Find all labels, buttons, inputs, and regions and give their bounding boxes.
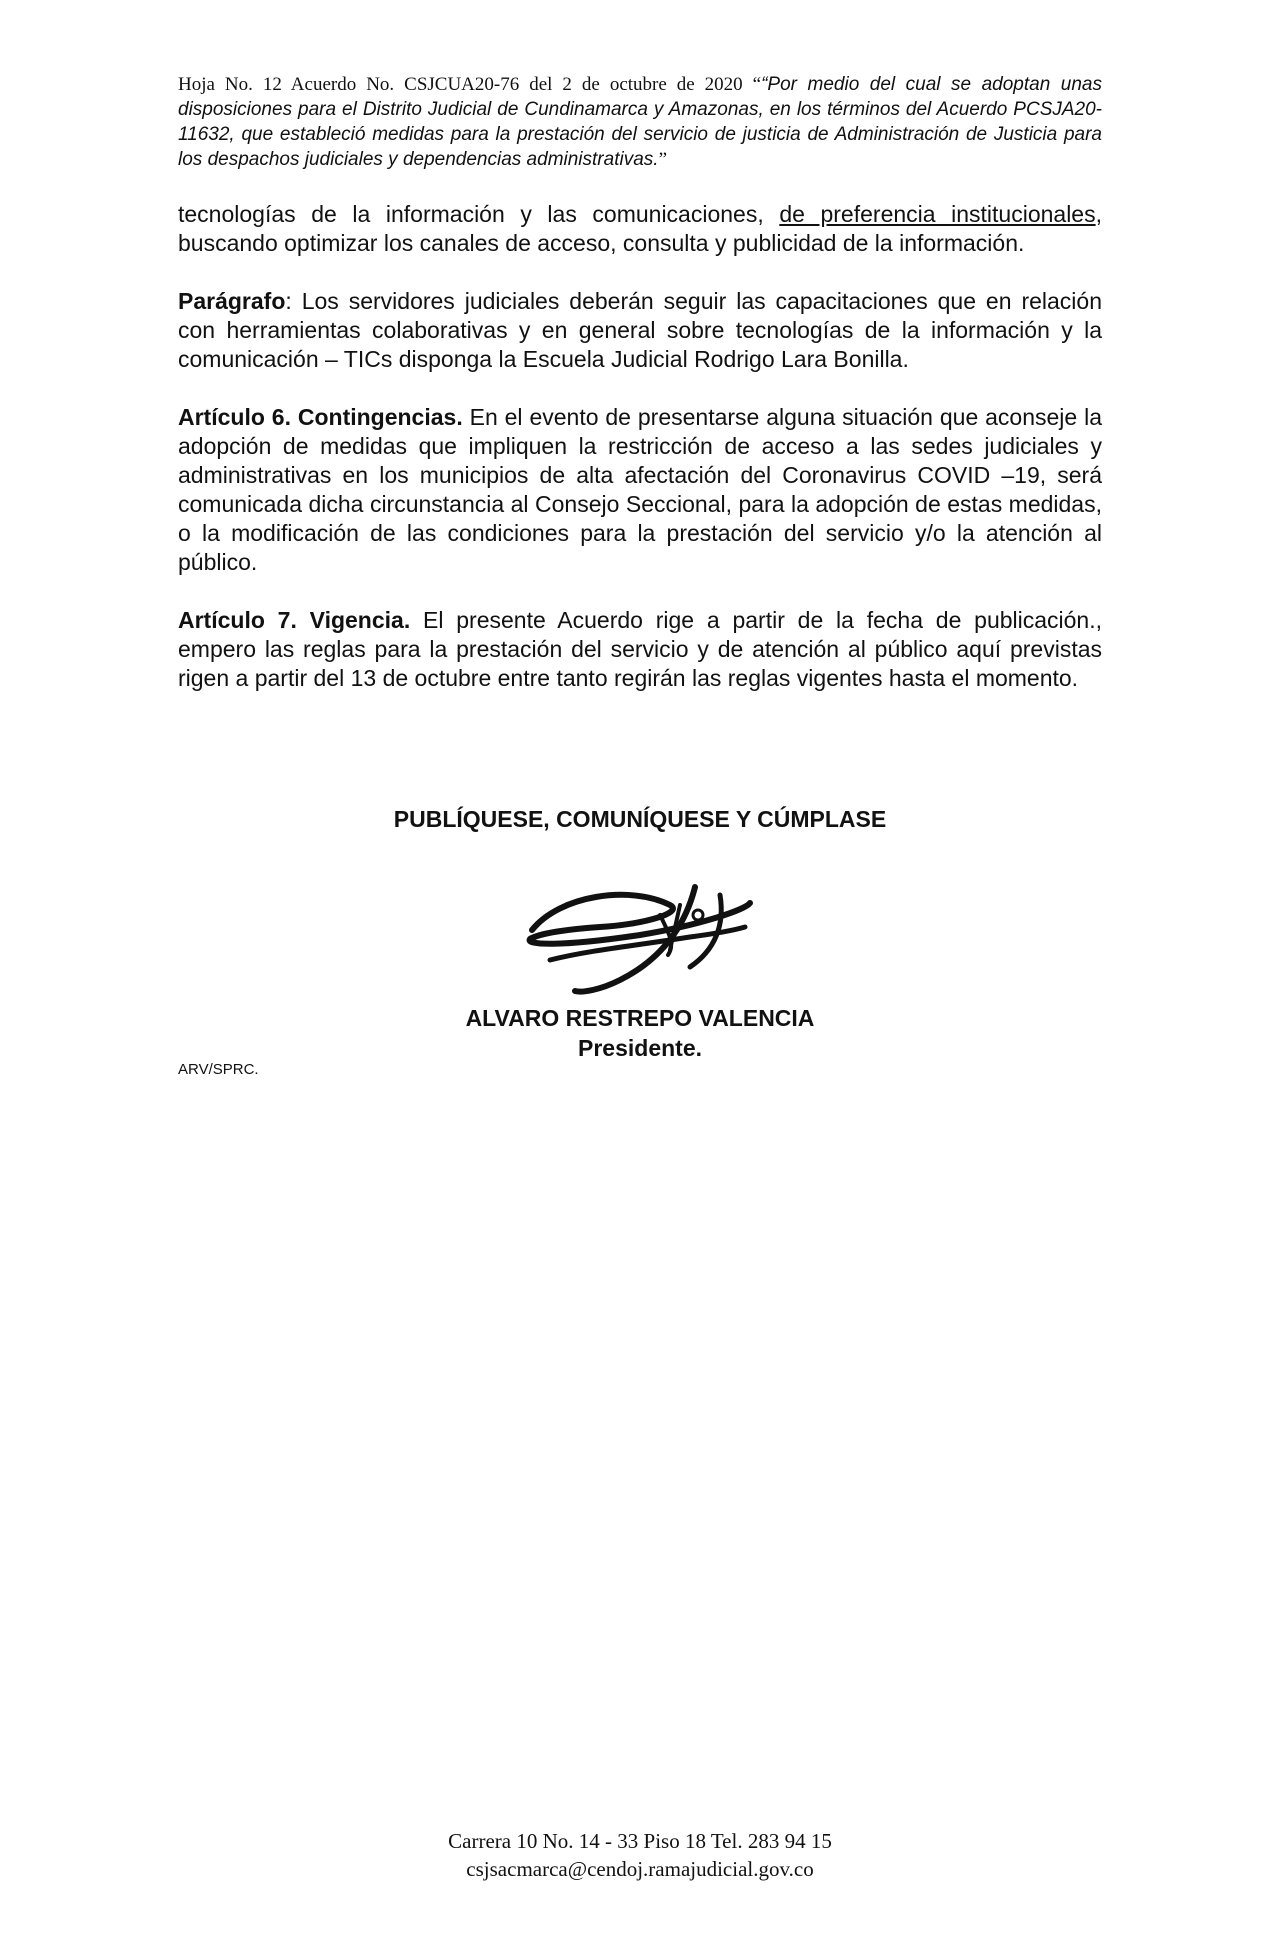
paragraph-tecnologias: [178, 200, 1102, 258]
page-header: [178, 72, 1102, 172]
signer-name: ALVARO RESTREPO VALENCIA: [465, 1005, 815, 1031]
header-closing-quote: ”: [658, 149, 667, 170]
header-reference: Hoja No. 12 Acuerdo No. CSJCUA20-76 del 2 de octubre de 2020 “: [178, 74, 762, 95]
paragrafo-label: Parágrafo: [178, 288, 286, 314]
paragrafo-text: : Los servidores judiciales deberán seguir las capacitaciones que en relación con herramientas colaborativas y en general sobre tecnologías de la información y la comunicación – TICs disponga la Escuela Judicial Rodrigo Lara Bonilla.: [178, 288, 1102, 372]
footer-address: Carrera 10 No. 14 - 33 Piso 18 Tel. 283 94 15: [448, 1829, 832, 1853]
articulo-6-text: En el evento de presentarse alguna situación que aconseje la adopción de medidas que impliquen la restricción de acceso a las sedes judiciales y administrativas en los municipios de alta afectación del Coronavirus COVID –19, será comunicada dicha circunstancia al Consejo Seccional, para la adopción de estas medidas, o la modificación de las condiciones para la prestación del servicio y/o la atención al público.: [178, 404, 1102, 575]
handwritten-signature-icon: [520, 875, 760, 995]
paragraph-articulo-7: [178, 606, 1102, 693]
articulo-6-label: Artículo 6. Contingencias.: [178, 404, 463, 430]
closing-statement: PUBLÍQUESE, COMUNÍQUESE Y CÚMPLASE: [393, 806, 887, 832]
page-footer: [178, 1827, 1102, 1883]
articulo-7-label: Artículo 7. Vigencia.: [178, 607, 411, 633]
signer-role: Presidente.: [578, 1035, 702, 1061]
paragraph-articulo-6: [178, 403, 1102, 577]
paragraph-text: tecnologías de la información y las comunicaciones,: [178, 201, 780, 227]
footer-email: csjsacmarca@cendoj.ramajudicial.gov.co: [466, 1857, 814, 1881]
header-title: “Por medio del cual se adoptan unas disposiciones para el Distrito Judicial de Cundinamarca y Amazonas, en los términos del Acuerdo PCSJA20-11632, que estableció medidas para la prestación del servicio de justicia de Administración de Justicia para los despachos judiciales y dependencias administrativas.: [178, 74, 1102, 170]
paragraph-paragrafo: [178, 287, 1102, 374]
transcriber-initials: ARV/SPRC.: [178, 1061, 259, 1078]
underlined-phrase: de preferencia institucionales: [779, 201, 1096, 227]
signer-block: [178, 1003, 1102, 1063]
articulo-7-text: El presente Acuerdo rige a partir de la fecha de publicación., empero las reglas para la prestación del servicio y de atención al público aquí previstas rigen a partir del 13 de octubre entre tanto regirán las reglas vigentes hasta el momento.: [178, 607, 1103, 691]
paragraph-text: , buscando optimizar los canales de acceso, consulta y publicidad de la información.: [178, 201, 1102, 256]
document-body: [178, 200, 1102, 722]
